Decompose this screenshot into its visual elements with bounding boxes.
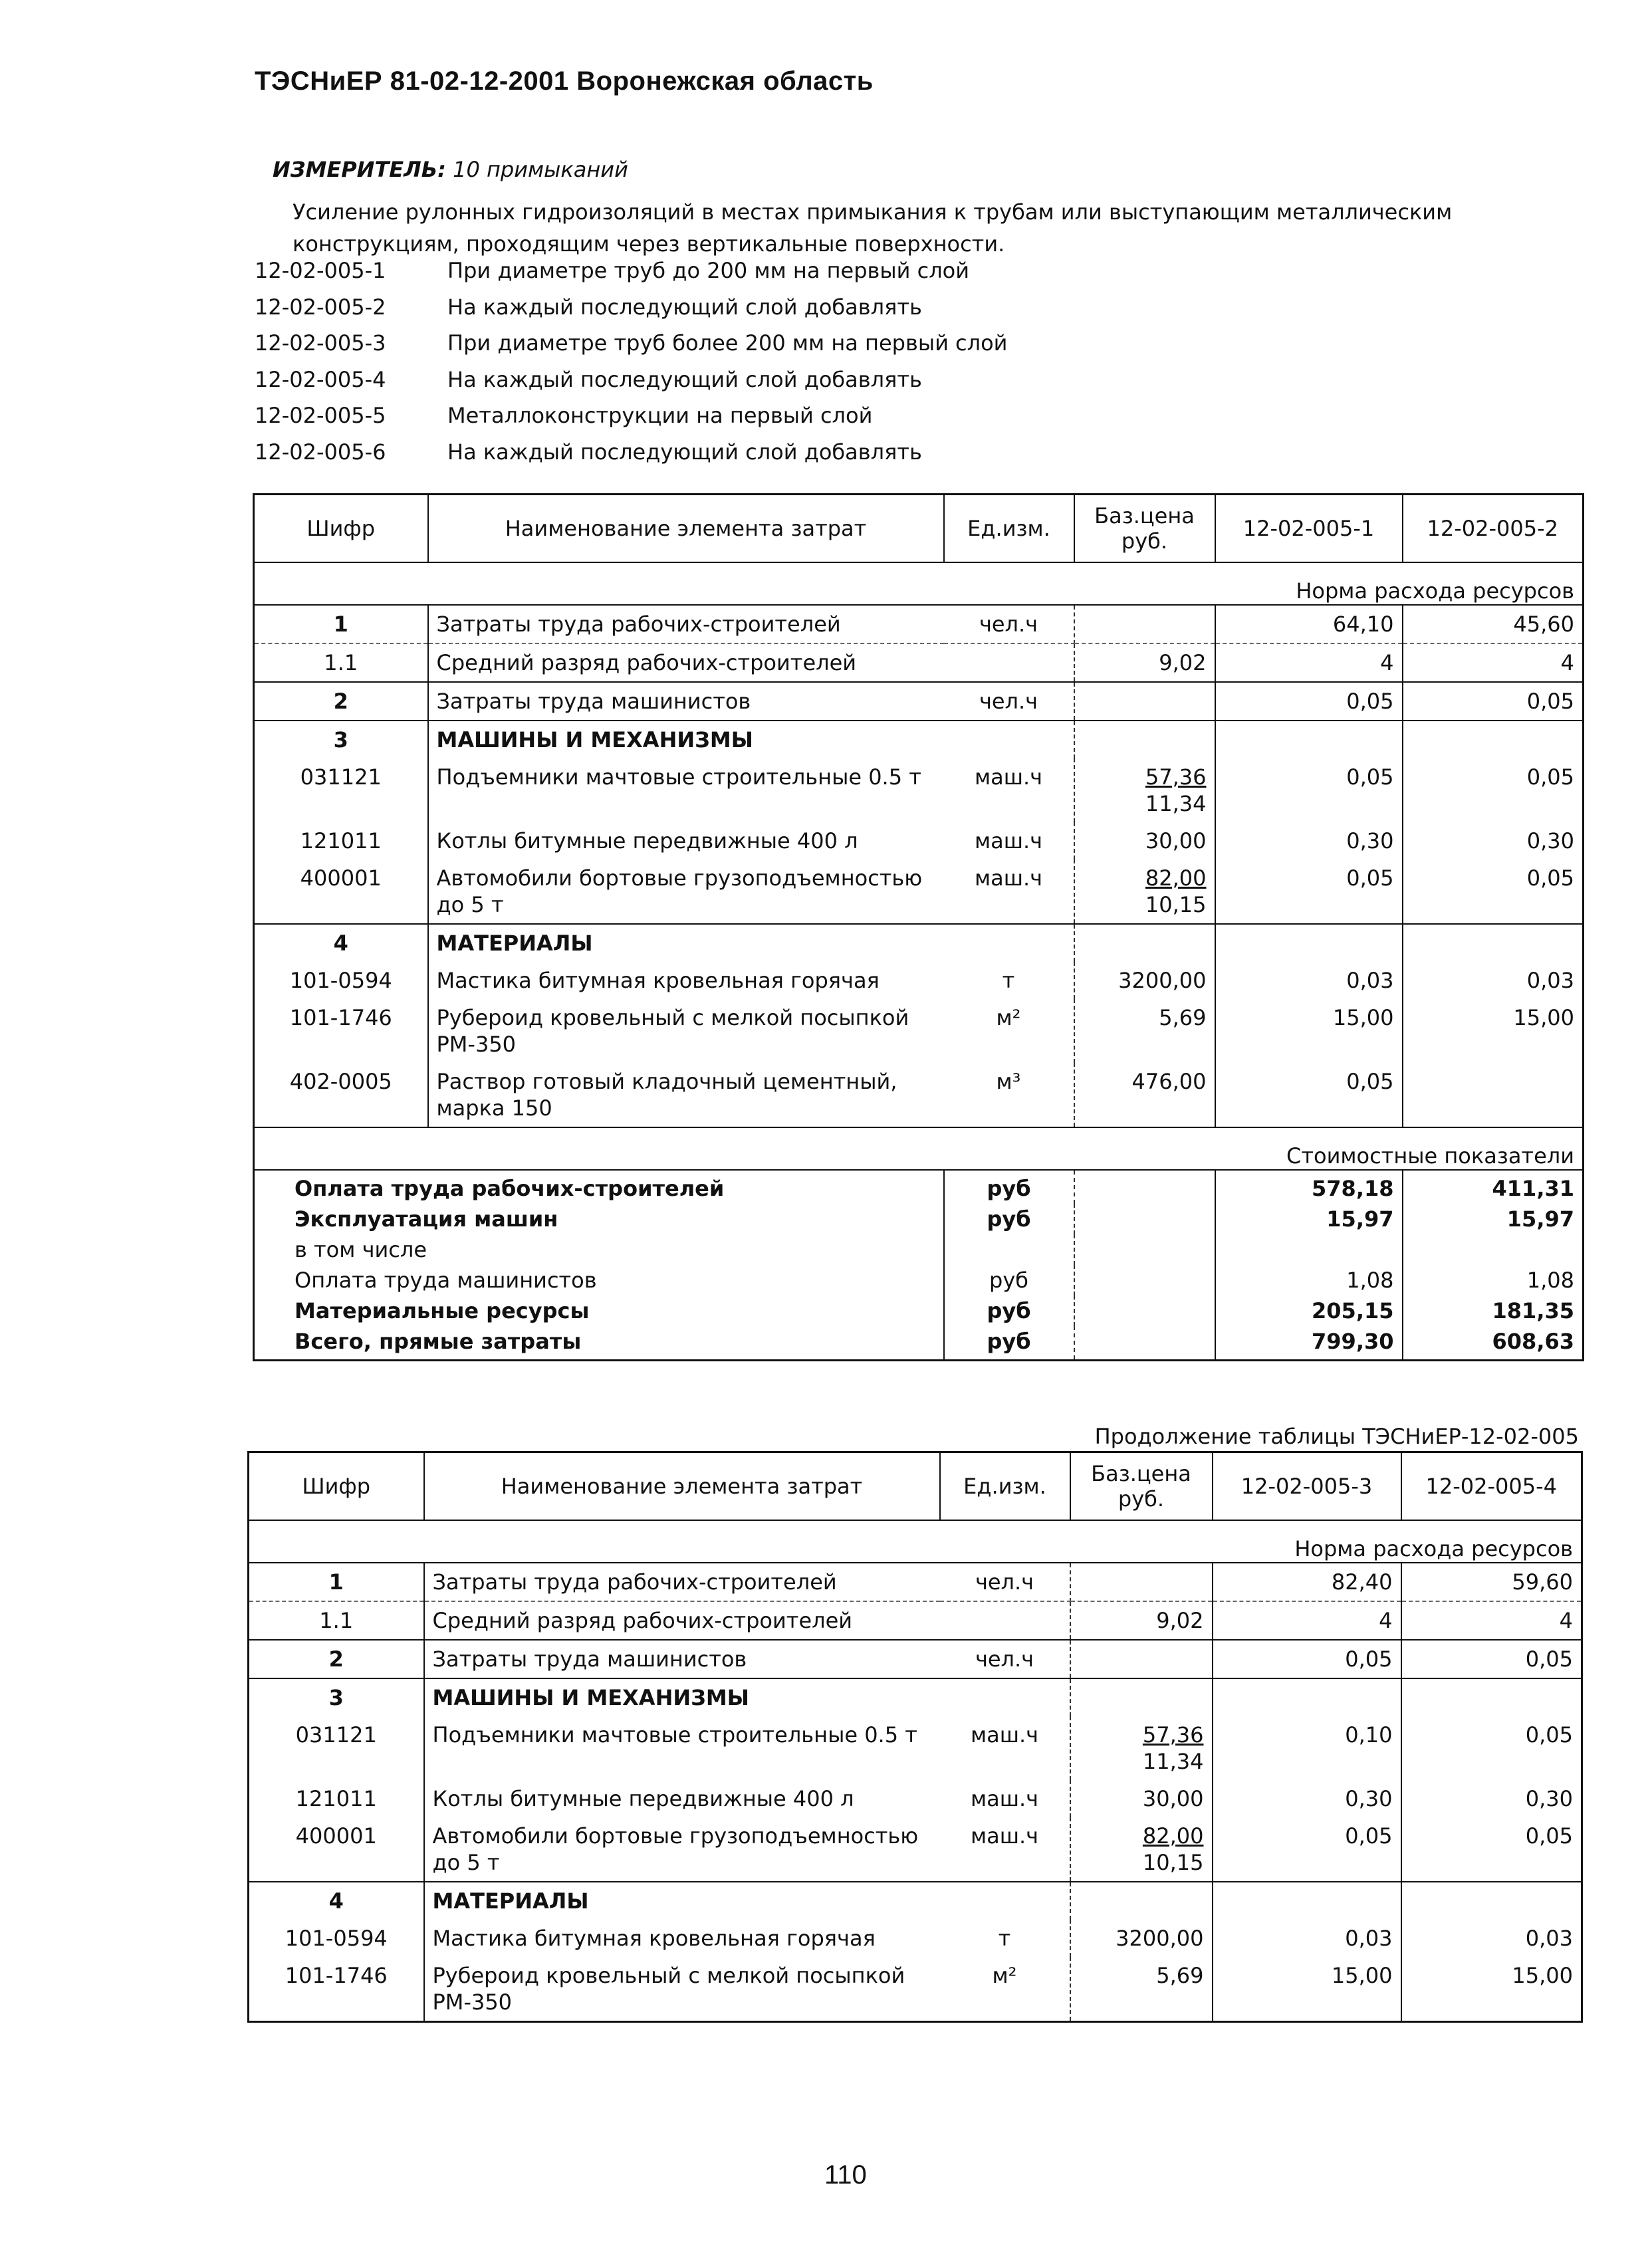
table-row: 400001 Автомобили бортовые грузоподъемностью до 5 т маш.ч 82,00 10,15 0,05 0,05 xyxy=(254,859,1584,924)
page-number: 110 xyxy=(824,2160,867,2190)
cost-row: Всего, прямые затраты руб 799,30 608,63 xyxy=(254,1326,1584,1361)
measure-value: 10 примыканий xyxy=(453,157,628,182)
resource-table-2 xyxy=(247,1451,1583,2023)
section-norm-row xyxy=(254,562,1584,605)
table-row: 3 МАШИНЫ И МЕХАНИЗМЫ xyxy=(254,721,1584,758)
header-cipher: Шифр xyxy=(249,1452,424,1521)
table-row: 031121 Подъемники мачтовые строительные 0.5 т маш.ч 57,36 11,34 0,05 0,05 xyxy=(254,758,1584,822)
intro-paragraph: Усиление рулонных гидроизоляций в местах примыкания к трубам или выступающим металлическим конструкциям, проходящим через вертикальные поверхности. xyxy=(293,199,1453,257)
table-row: 2 Затраты труда машинистов чел.ч 0,05 0,05 xyxy=(249,1640,1582,1678)
cost-row: Эксплуатация машин руб 15,97 15,97 xyxy=(254,1204,1584,1234)
header-name: Наименование элемента затрат xyxy=(424,1452,940,1521)
code-desc: На каждый последующий слой добавлять xyxy=(447,439,922,465)
code-item xyxy=(255,397,1007,434)
table-row: 1 Затраты труда рабочих-строителей чел.ч 82,40 59,60 xyxy=(249,1563,1582,1601)
table-row: 101-0594 Мастика битумная кровельная горячая т 3200,00 0,03 0,03 xyxy=(249,1920,1582,1957)
header-unit: Ед.изм. xyxy=(940,1452,1070,1521)
code-desc: Металлоконструкции на первый слой xyxy=(447,403,873,428)
header-col-a: 12-02-005-3 xyxy=(1213,1452,1401,1521)
code-desc: При диаметре труб более 200 мм на первый слой xyxy=(447,330,1008,356)
measure-line xyxy=(273,157,628,182)
code-item xyxy=(255,289,1007,326)
header-col-b: 12-02-005-2 xyxy=(1403,495,1584,563)
table-header-row xyxy=(254,495,1584,563)
document-title: ТЭСНиЕР 81-02-12-2001 Воронежская область xyxy=(255,66,874,96)
table-row: 121011 Котлы битумные передвижные 400 л маш.ч 30,00 0,30 0,30 xyxy=(249,1780,1582,1817)
table-row: 1.1 Средний разряд рабочих-строителей 9,02 4 4 xyxy=(254,643,1584,682)
table-row: 101-1746 Рубероид кровельный с мелкой посыпкой РМ-350 м² 5,69 15,00 15,00 xyxy=(254,999,1584,1063)
table-row: 4 МАТЕРИАЛЫ xyxy=(254,924,1584,962)
header-col-b: 12-02-005-4 xyxy=(1401,1452,1582,1521)
code: 12-02-005-4 xyxy=(255,366,386,392)
code-item xyxy=(255,325,1007,362)
section-norm-label: Норма расхода ресурсов xyxy=(249,1520,1582,1563)
continuation-note: Продолжение таблицы ТЭСНиЕР-12-02-005 xyxy=(1094,1424,1579,1449)
table-row: 2 Затраты труда машинистов чел.ч 0,05 0,05 xyxy=(254,682,1584,721)
code-item xyxy=(255,253,1007,289)
resource-table-1 xyxy=(253,493,1584,1361)
table-row: 031121 Подъемники мачтовые строительные 0.5 т маш.ч 57,36 11,34 0,10 0,05 xyxy=(249,1716,1582,1780)
section-norm-label: Норма расхода ресурсов xyxy=(254,562,1584,605)
code-item xyxy=(255,434,1007,471)
code-desc: При диаметре труб до 200 мм на первый слой xyxy=(447,258,970,283)
section-cost-row xyxy=(254,1127,1584,1170)
code-list xyxy=(255,253,1007,470)
section-norm-row xyxy=(249,1520,1582,1563)
header-col-a: 12-02-005-1 xyxy=(1215,495,1403,563)
table-row: 121011 Котлы битумные передвижные 400 л маш.ч 30,00 0,30 0,30 xyxy=(254,822,1584,859)
table-row: 1.1 Средний разряд рабочих-строителей 9,02 4 4 xyxy=(249,1601,1582,1640)
code: 12-02-005-6 xyxy=(255,439,386,465)
code-desc: На каждый последующий слой добавлять xyxy=(447,294,922,320)
cost-row: в том числе xyxy=(254,1234,1584,1265)
code: 12-02-005-2 xyxy=(255,294,386,320)
measure-label: ИЗМЕРИТЕЛЬ: xyxy=(273,157,446,182)
table-row: 101-0594 Мастика битумная кровельная горячая т 3200,00 0,03 0,03 xyxy=(254,962,1584,999)
table-row: 1 Затраты труда рабочих-строителей чел.ч 64,10 45,60 xyxy=(254,605,1584,643)
table-row: 4 МАТЕРИАЛЫ xyxy=(249,1882,1582,1920)
code: 12-02-005-1 xyxy=(255,258,386,283)
header-price: Баз.цена руб. xyxy=(1070,1452,1213,1521)
code: 12-02-005-3 xyxy=(255,330,386,356)
header-cipher: Шифр xyxy=(254,495,428,563)
section-cost-label: Стоимостные показатели xyxy=(254,1127,1584,1170)
table-row: 400001 Автомобили бортовые грузоподъемностью до 5 т маш.ч 82,00 10,15 0,05 0,05 xyxy=(249,1817,1582,1882)
cost-row: Оплата труда рабочих-строителей руб 578,18 411,31 xyxy=(254,1170,1584,1204)
table-row: 101-1746 Рубероид кровельный с мелкой посыпкой РМ-350 м² 5,69 15,00 15,00 xyxy=(249,1957,1582,2022)
header-name: Наименование элемента затрат xyxy=(428,495,944,563)
table-row: 3 МАШИНЫ И МЕХАНИЗМЫ xyxy=(249,1678,1582,1716)
cost-row: Материальные ресурсы руб 205,15 181,35 xyxy=(254,1296,1584,1326)
table-header-row xyxy=(249,1452,1582,1521)
table-row: 402-0005 Раствор готовый кладочный цементный, марка 150 м³ 476,00 0,05 xyxy=(254,1063,1584,1127)
code: 12-02-005-5 xyxy=(255,403,386,428)
code-desc: На каждый последующий слой добавлять xyxy=(447,366,922,392)
header-unit: Ед.изм. xyxy=(944,495,1074,563)
header-price: Баз.цена руб. xyxy=(1074,495,1215,563)
cost-row: Оплата труда машинистов руб 1,08 1,08 xyxy=(254,1265,1584,1296)
code-item xyxy=(255,362,1007,398)
